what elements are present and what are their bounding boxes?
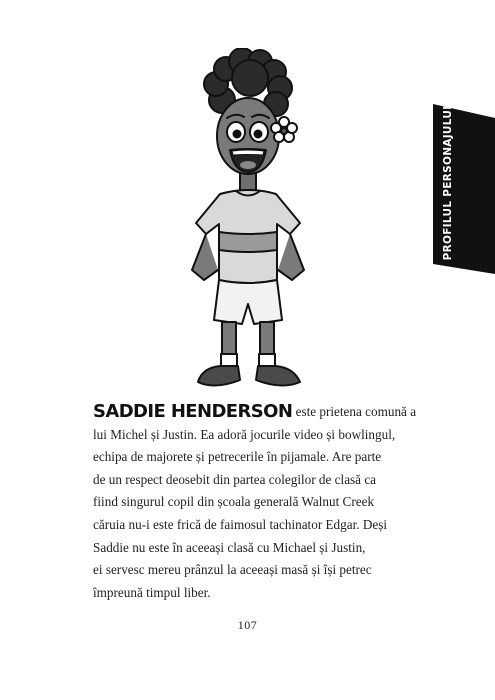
profile-line-6: căruia nu-i este frică de faimosul tachinator Edgar. Deși [93,516,388,532]
section-tab [433,104,495,274]
profile-line-7: Saddie nu este în aceeași clasă cu Michael și Justin, [93,539,366,555]
character-illustration [180,48,310,393]
profile-line-5: fiind singurul copil din școala generală Walnut Creek [93,494,375,510]
profile-line-9: împreună timpul liber. [93,584,211,600]
character-name: SADDIE HENDERSON [93,401,293,422]
profile-line-4: de un respect deosebit din partea colegilor de clasă ca [93,471,377,487]
page-number: 107 [237,618,258,632]
profile-line-8: ei servesc mereu prânzul la aceeași masă și își petrec [93,562,372,578]
profile-line-1 [93,401,417,424]
section-tab-label: PROFILUL PERSONAJULUI [442,105,454,261]
saddie-drawing [180,48,310,393]
profile-line-1-text: este prietena comună a [292,404,417,419]
profile-line-3: echipa de majorete și petrecerile în pijamale. Are parte [93,449,382,465]
profile-line-2: lui Michel și Justin. Ea adoră jocurile video și bowlingul, [93,426,396,442]
character-profile-text [93,401,417,604]
